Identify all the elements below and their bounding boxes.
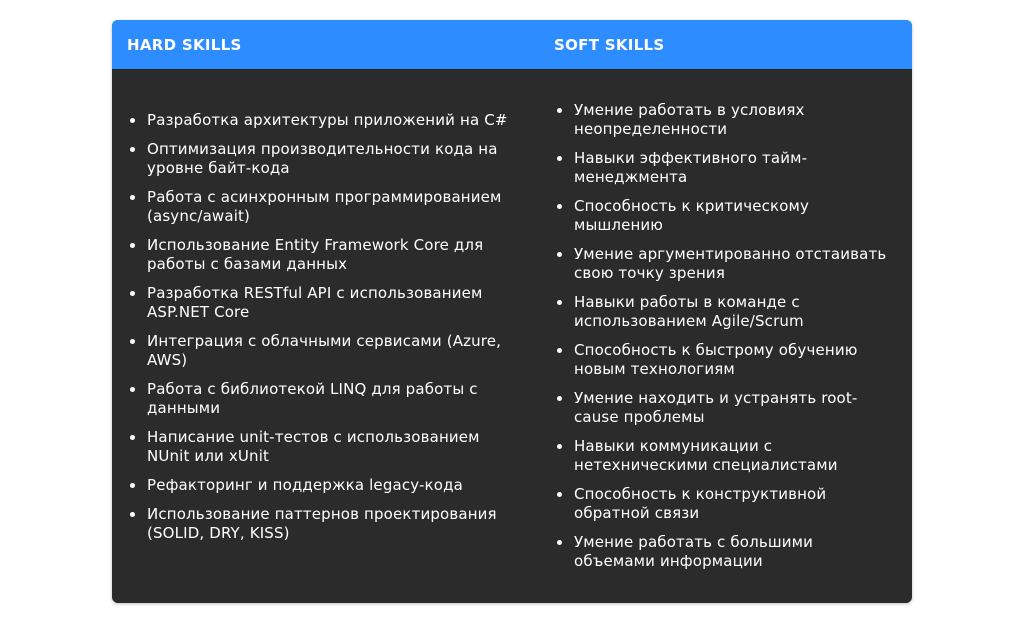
list-item-text: Навыки работы в команде с использованием Agile/Scrum	[574, 293, 804, 330]
bullet-icon	[130, 435, 135, 440]
bullet-icon	[557, 348, 562, 353]
list-item	[127, 188, 527, 226]
list-item	[127, 476, 527, 495]
list-item-text: Написание unit-тестов с использованием NUnit или xUnit	[147, 428, 480, 465]
bullet-icon	[130, 512, 135, 517]
list-item	[127, 332, 527, 370]
soft-skills-list	[554, 101, 894, 581]
bullet-icon	[557, 204, 562, 209]
list-item-text: Разработка архитектуры приложений на C#	[147, 111, 508, 129]
list-item	[127, 428, 527, 466]
list-item-text: Использование Entity Framework Core для работы с базами данных	[147, 236, 484, 273]
bullet-icon	[557, 108, 562, 113]
list-item	[127, 140, 527, 178]
bullet-icon	[130, 339, 135, 344]
list-item	[554, 197, 894, 235]
bullet-icon	[557, 540, 562, 545]
bullet-icon	[130, 195, 135, 200]
list-item	[127, 284, 527, 322]
list-item	[127, 505, 527, 543]
list-item-text: Разработка RESTful API с использованием ASP.NET Core	[147, 284, 483, 321]
list-item-text: Работа с асинхронным программированием (async/await)	[147, 188, 502, 225]
list-item	[127, 236, 527, 274]
bullet-icon	[557, 156, 562, 161]
list-item	[554, 101, 894, 139]
list-item	[554, 485, 894, 523]
list-item	[127, 111, 527, 130]
list-item-text: Использование паттернов проектирования (SOLID, DRY, KISS)	[147, 505, 497, 542]
bullet-icon	[130, 291, 135, 296]
list-item	[554, 149, 894, 187]
list-item	[127, 380, 527, 418]
bullet-icon	[557, 252, 562, 257]
list-item-text: Способность к конструктивной обратной связи	[574, 485, 827, 522]
bullet-icon	[130, 243, 135, 248]
list-item-text: Способность к критическому мышлению	[574, 197, 810, 234]
list-item	[554, 533, 894, 571]
bullet-icon	[557, 300, 562, 305]
skills-table	[112, 20, 912, 603]
list-item-text: Интеграция с облачными сервисами (Azure, AWS)	[147, 332, 502, 369]
list-item-text: Умение аргументированно отстаивать свою точку зрения	[574, 245, 887, 282]
list-item	[554, 389, 894, 427]
bullet-icon	[130, 147, 135, 152]
list-item	[554, 245, 894, 283]
hard-skills-heading: HARD SKILLS	[127, 36, 242, 54]
bullet-icon	[130, 387, 135, 392]
list-item-text: Способность к быстрому обучению новым технологиям	[574, 341, 858, 378]
table-header	[112, 20, 912, 69]
list-item	[554, 293, 894, 331]
list-item-text: Работа с библиотекой LINQ для работы с данными	[147, 380, 478, 417]
list-item-text: Рефакторинг и поддержка legacy-кода	[147, 476, 463, 494]
bullet-icon	[557, 444, 562, 449]
list-item	[554, 341, 894, 379]
bullet-icon	[557, 492, 562, 497]
header-divider	[112, 69, 912, 70]
list-item-text: Оптимизация производительности кода на уровне байт-кода	[147, 140, 498, 177]
list-item-text: Умение работать с большими объемами информации	[574, 533, 813, 570]
list-item-text: Навыки коммуникации с нетехническими специалистами	[574, 437, 838, 474]
list-item-text: Навыки эффективного тайм-менеджмента	[574, 149, 808, 186]
list-item-text: Умение работать в условиях неопределенности	[574, 101, 805, 138]
bullet-icon	[130, 483, 135, 488]
list-item-text: Умение находить и устранять root-cause проблемы	[574, 389, 858, 426]
soft-skills-heading: SOFT SKILLS	[554, 36, 665, 54]
bullet-icon	[130, 118, 135, 123]
bullet-icon	[557, 396, 562, 401]
list-item	[554, 437, 894, 475]
hard-skills-list	[127, 111, 527, 553]
